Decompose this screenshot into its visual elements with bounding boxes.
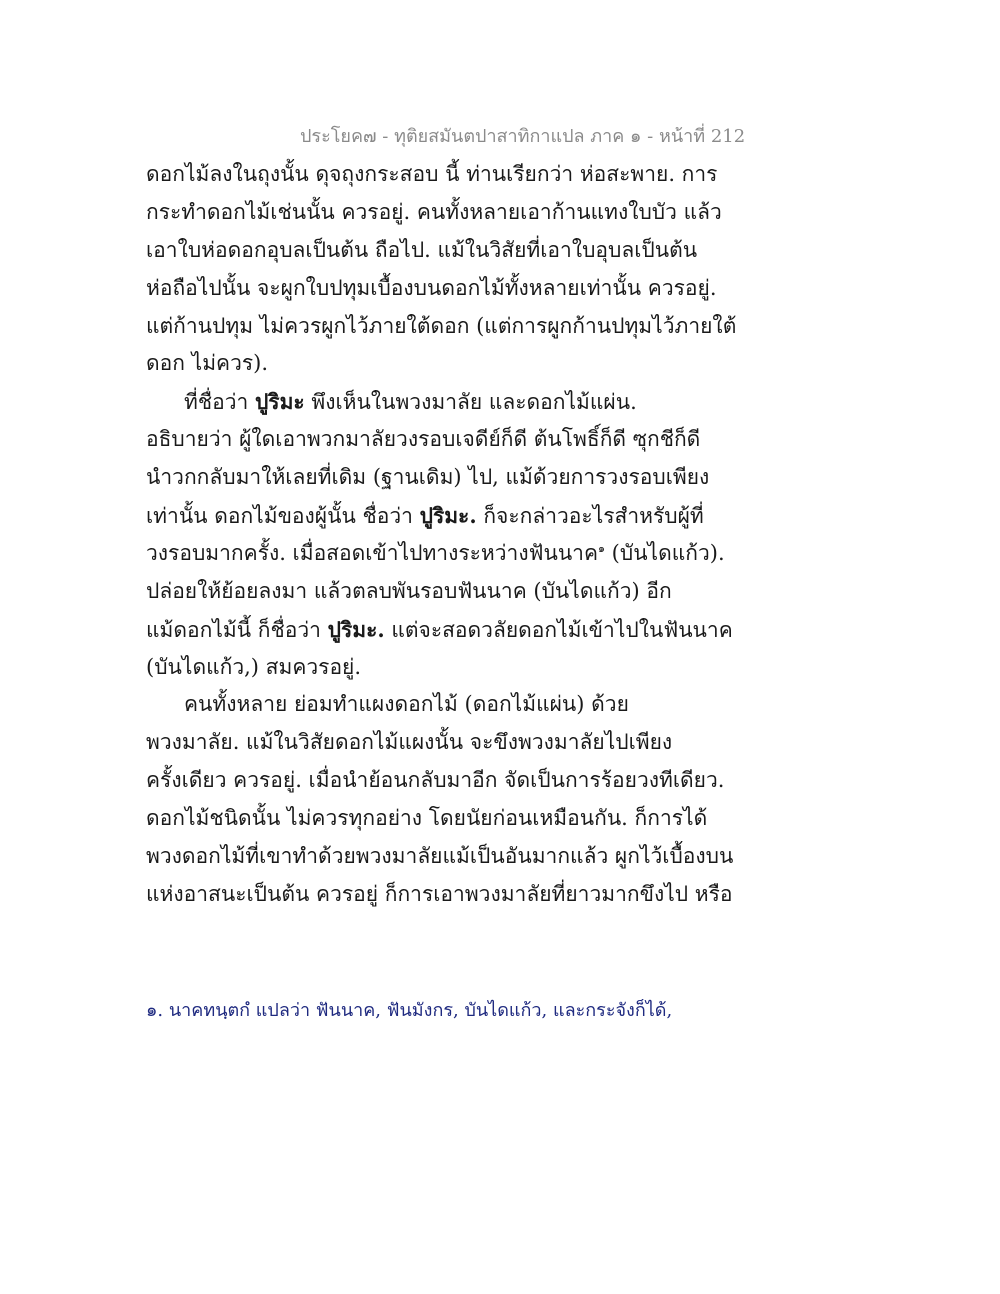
body-text (146, 156, 737, 914)
text-segment: วงรอบมากครั้ง. เมื่อสอดเข้าไปทางระหว่างฟันนาค (146, 540, 599, 565)
text-line: ดอก ไม่ควร). (146, 351, 269, 376)
text-line: (บันไดแก้ว,) สมควรอยู่. (146, 654, 362, 679)
text-line: ปล่อยให้ย้อยลงมา แล้วตลบพันรอบฟันนาค (บันไดแก้ว) อีก (146, 578, 672, 603)
text-line: เอาใบห่อดอกอุบลเป็นต้น ถือไป. แม้ในวิสัยที่เอาใบอุบลเป็นต้น (146, 237, 698, 262)
footnote: ๑. นาคทนฺตกํ แปลว่า ฟันนาค, ฟันมังกร, บันไดแก้ว, และกระจังก็ได้, (146, 1000, 673, 1021)
bold-term: ปูริมะ. (419, 503, 477, 529)
text-line: ห่อถือไปนั้น จะผูกใบปทุมเบื้องบนดอกไม้ทั้งหลายเท่านั้น ควรอยู่. (146, 275, 717, 300)
text-line: ดอกไม้ชนิดนั้น ไม่ควรทุกอย่าง โดยนัยก่อนเหมือนกัน. ก็การได้ (146, 806, 708, 831)
text-line-paragraph-start: คนทั้งหลาย ย่อมทำแผงดอกไม้ (ดอกไม้แผ่น) ด้วย (184, 692, 629, 717)
text-line: อธิบายว่า ผู้ใดเอาพวกมาลัยวงรอบเจดีย์ก็ดี ต้นโพธิ์ก็ดี ซุกชีก็ดี (146, 427, 701, 452)
text-line (146, 535, 725, 573)
page-header: ประโยค๗ - ทุติยสมันตปาสาทิกาแปล ภาค ๑ - หน้าที่ 212 (300, 126, 746, 147)
text-line (146, 611, 733, 649)
text-line: กระทำดอกไม้เช่นนั้น ควรอยู่. คนทั้งหลายเอาก้านแทงใบบัว แล้ว (146, 199, 722, 224)
footnote-marker: ๑ (598, 541, 605, 555)
text-line: นำวกกลับมาให้เลยที่เดิม (ฐานเดิม) ไป, แม้ด้วยการวงรอบเพียง (146, 465, 710, 490)
text-line: พวงดอกไม้ที่เขาทำด้วยพวงมาลัยแม้เป็นอันมากแล้ว ผูกไว้เบื้องบน (146, 844, 734, 869)
text-line: พวงมาลัย. แม้ในวิสัยดอกไม้แผงนั้น จะขึงพวงมาลัยไปเพียง (146, 730, 673, 755)
text-line: แต่ก้านปทุม ไม่ควรผูกไว้ภายใต้ดอก (แต่การผูกก้านปทุมไว้ภายใต้ (146, 313, 737, 338)
text-segment: เท่านั้น ดอกไม้ของผู้นั้น ชื่อว่า (146, 504, 420, 529)
text-line: ดอกไม้ลงในถุงนั้น ดุจถุงกระสอบ นี้ ท่านเรียกว่า ห่อสะพาย. การ (146, 162, 718, 186)
text-line (146, 497, 706, 535)
bold-term: ปูริมะ. (327, 616, 385, 642)
text-segment: (บันไดแก้ว). (605, 540, 725, 565)
bold-term: ปูริมะ (254, 389, 305, 415)
text-line: แห่งอาสนะเป็นต้น ควรอยู่ ก็การเอาพวงมาลัยที่ยาวมากขึงไป หรือ (146, 881, 733, 906)
text-segment: พึงเห็นในพวงมาลัย และดอกไม้แผ่น. (304, 390, 637, 415)
text-segment: ก็จะกล่าวอะไรสำหรับผู้ที่ (476, 504, 704, 529)
text-segment: ที่ชื่อว่า (184, 390, 255, 415)
text-line: ครั้งเดียว ควรอยู่. เมื่อนำย้อนกลับมาอีก จัดเป็นการร้อยวงทีเดียว. (146, 768, 725, 793)
text-line-paragraph-start (146, 383, 706, 421)
text-segment: แต่จะสอดวลัยดอกไม้เข้าไปในฟันนาค (384, 617, 733, 642)
text-segment: แม้ดอกไม้นี้ ก็ชื่อว่า (146, 617, 328, 642)
